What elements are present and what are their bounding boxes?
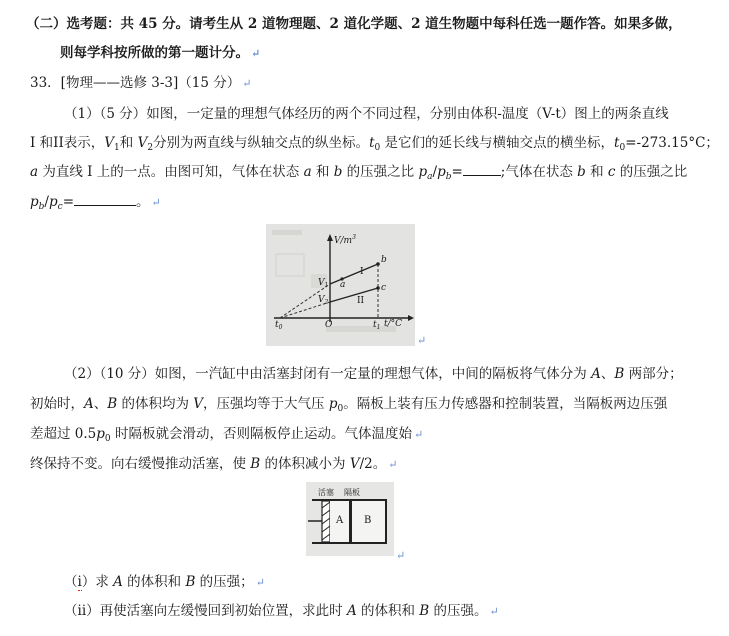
- text-run: 的体积和: [356, 603, 420, 619]
- line2-label: II: [357, 296, 365, 306]
- sub-question-i: [64, 573, 265, 592]
- text-run: 。: [136, 194, 150, 210]
- t0-sub: 0: [278, 324, 283, 331]
- part2-line-3: [30, 425, 423, 448]
- return-mark-icon: ↵: [242, 77, 252, 90]
- text-run: /2。: [359, 456, 387, 472]
- var-p: p: [328, 396, 338, 412]
- v2-label: V: [318, 295, 325, 305]
- var-a: A: [84, 396, 94, 412]
- graph-label-b: [381, 255, 387, 265]
- graph-label-v: [334, 234, 356, 246]
- text-run: /: [432, 164, 438, 180]
- var-a: A: [113, 574, 123, 590]
- piston-label: [318, 487, 334, 498]
- text-run: 和: [311, 164, 334, 180]
- var-t: t: [369, 135, 375, 151]
- section-heading-text-2: 则每学科按所做的第一题计分。: [60, 45, 249, 61]
- var-p: p: [437, 164, 446, 180]
- var-p: p: [30, 194, 39, 210]
- var-a: a: [30, 164, 39, 180]
- t-axis-label: t/°C: [384, 319, 403, 329]
- return-mark-icon: ↵: [151, 196, 161, 209]
- point-b: [376, 262, 380, 266]
- graph-label-t1: [373, 320, 380, 331]
- text-run: I 和II表示，: [30, 135, 105, 151]
- v1-label: V: [318, 278, 325, 288]
- text-run: ;气体在状态: [500, 164, 578, 180]
- point-c: [376, 286, 380, 290]
- graph-return-mark: [415, 331, 426, 350]
- graph-label-v1: [318, 278, 328, 289]
- partition: [349, 501, 352, 542]
- var-b: b: [577, 164, 586, 180]
- point-b-label: b: [381, 255, 387, 265]
- text-run: 两部分；: [624, 366, 683, 382]
- point-c-label: c: [381, 283, 387, 293]
- var-b: B: [185, 574, 196, 590]
- part1-text-1: （1）（5 分）如图，一定量的理想气体经历的两个不同过程，分别由体积-温度（V-t）图上的两条直线: [64, 106, 669, 122]
- cylinder-figure: [306, 482, 394, 556]
- v1-sub: 1: [324, 282, 329, 289]
- text-run: 为直线 I 上的一点。由图可知，气体在状态: [38, 164, 304, 180]
- part1-line-2: [30, 134, 719, 157]
- return-mark-icon: ↵: [413, 428, 424, 441]
- text-run: =: [62, 194, 74, 210]
- vt-graph-figure: [266, 224, 415, 346]
- var-v: V: [349, 456, 360, 472]
- var-a: A: [591, 366, 601, 382]
- question-number-text: 33．[物理——选修 3-3]（15 分）: [30, 75, 241, 91]
- var-b: B: [614, 366, 625, 382]
- graph-label-origin: [325, 320, 332, 330]
- graph-label-line1: [360, 267, 364, 277]
- part2-line-2: [30, 395, 667, 418]
- chamber-b-label: [364, 515, 371, 526]
- t0-label: t: [275, 320, 279, 330]
- var-t: t: [614, 135, 620, 151]
- text-run: （: [64, 574, 78, 590]
- graph-label-line2: [357, 296, 364, 306]
- chamber-a-label-text: A: [336, 515, 344, 526]
- text-run: =-273.15°C；: [625, 135, 719, 151]
- text-run: 、: [93, 396, 108, 412]
- answer-blank-1[interactable]: [463, 163, 501, 176]
- var-a: A: [346, 603, 357, 619]
- var-b: B: [107, 396, 118, 412]
- sub-0: 0: [104, 434, 111, 444]
- var-a: a: [303, 164, 312, 180]
- text-run: 的体积和: [122, 574, 186, 590]
- var-v: V: [137, 135, 148, 151]
- text-run: 和: [119, 135, 138, 151]
- sub-c: c: [57, 202, 63, 212]
- return-mark-icon: ↵: [255, 576, 265, 589]
- sub-0: 0: [374, 143, 381, 153]
- v-axis-label: V/m: [334, 236, 353, 246]
- text-run: 的压强之比: [342, 164, 419, 180]
- origin-label: O: [325, 320, 333, 330]
- chamber-b-label-text: B: [364, 515, 372, 526]
- text-run: 终保持不变。向右缓慢推动活塞，使: [30, 456, 251, 472]
- answer-blank-2[interactable]: [74, 193, 136, 206]
- cylinder-return-mark: [394, 546, 405, 565]
- graph-label-v2: [318, 295, 328, 306]
- question-number: [30, 74, 251, 93]
- graph-label-t: [384, 319, 402, 329]
- section-heading-text-1: （二）选考题：共 45 分。请考生从 2 道物理题、2 道化学题、2 道生物题中每科任选一题作答。如果多做，: [26, 16, 682, 32]
- chamber-a-label: [336, 515, 343, 526]
- return-mark-icon: ↵: [388, 458, 398, 471]
- graph-label-a: [340, 280, 345, 290]
- return-mark-icon: ↵: [417, 334, 427, 347]
- sub-0: 0: [619, 143, 626, 153]
- text-run: 初始时，: [30, 396, 84, 412]
- text-run: =: [451, 164, 463, 180]
- text-run: ，压强均等于大气压: [203, 396, 329, 412]
- text-run: /: [44, 194, 49, 210]
- sub-b: b: [38, 202, 45, 212]
- sub-question-ii: [64, 602, 499, 621]
- text-run: 是它们的延长线与横轴交点的横坐标，: [380, 135, 615, 151]
- var-b: B: [250, 456, 261, 472]
- text-run: 分别为两直线与纵轴交点的纵坐标。: [153, 135, 370, 151]
- part1-line-4: [30, 193, 161, 216]
- var-c: c: [607, 164, 616, 180]
- var-v: V: [193, 396, 204, 412]
- return-mark-icon: ↵: [251, 47, 261, 60]
- text-run: 的体积减小为: [260, 456, 350, 472]
- part1-line-3: [30, 163, 687, 186]
- var-b: b: [333, 164, 343, 180]
- roman-i: i: [77, 574, 82, 590]
- var-p: p: [96, 426, 105, 442]
- line1-label: I: [360, 267, 364, 277]
- text-run: （2）（10 分）如图，一汽缸中由活塞封闭有一定量的理想气体，中间的隔板将气体分为: [64, 366, 592, 382]
- text-run: 的压强；: [195, 574, 254, 590]
- text-run: （ii）再使活塞向左缓慢回到初始位置，求此时: [64, 603, 347, 619]
- partition-label: [344, 487, 360, 498]
- return-mark-icon: ↵: [489, 605, 499, 618]
- t1-sub: 1: [376, 324, 381, 331]
- text-run: 。隔板上装有压力传感器和控制装置，当隔板两边压强: [343, 396, 668, 412]
- graph-label-t0: [275, 320, 282, 331]
- text-run: 时隔板就会滑动，否则隔板停止运动。气体温度始: [110, 426, 412, 442]
- sub-1: 1: [114, 143, 120, 153]
- section-heading-line-1: [26, 15, 682, 33]
- var-p: p: [418, 164, 428, 180]
- sub-2: 2: [147, 143, 154, 153]
- partition-label-text: 隔板: [344, 488, 360, 497]
- return-mark-icon: ↵: [396, 549, 406, 562]
- var-v: V: [104, 135, 115, 151]
- var-p: p: [48, 194, 58, 210]
- text-run: 的压强。: [429, 603, 488, 619]
- point-a-label: a: [340, 280, 346, 290]
- part1-line-1: [64, 105, 669, 123]
- piston-label-text: 活塞: [318, 488, 334, 497]
- text-run: ）求: [81, 574, 114, 590]
- part2-line-1: [64, 365, 683, 383]
- text-run: 、: [600, 366, 615, 382]
- v-axis-sup: 3: [352, 234, 356, 241]
- section-heading-line-2: [60, 44, 260, 63]
- t1-label: t: [373, 320, 377, 330]
- v2-sub: 2: [324, 299, 329, 306]
- var-b: B: [419, 603, 430, 619]
- text-run: 的体积均为: [117, 396, 194, 412]
- sub-b: b: [445, 172, 452, 182]
- text-run: 的压强之比: [615, 164, 688, 180]
- sub-a: a: [427, 172, 433, 182]
- text-run: 差超过 0.5: [30, 426, 97, 442]
- text-run: 和: [585, 164, 608, 180]
- part2-line-4: [30, 455, 397, 474]
- graph-label-c: [381, 283, 386, 293]
- sub-0: 0: [337, 404, 344, 414]
